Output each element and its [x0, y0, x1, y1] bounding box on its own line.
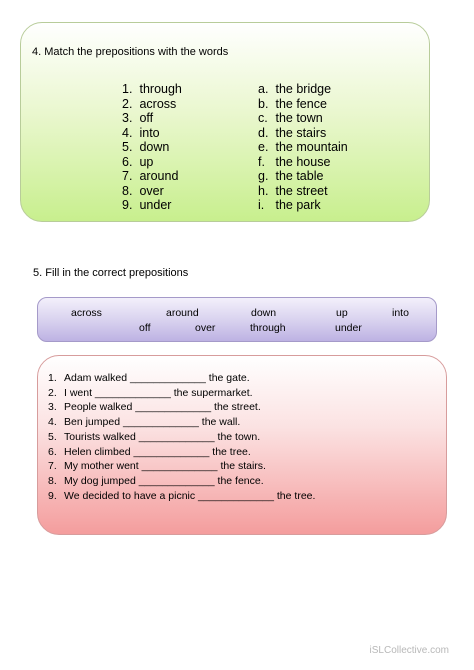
word-bank-around: around: [166, 307, 199, 319]
item-number: 1.: [122, 82, 133, 96]
preposition-item: [122, 126, 182, 141]
watermark: iSLCollective.com: [369, 645, 449, 656]
word-bank-up: up: [336, 307, 348, 319]
preposition-item: [122, 82, 182, 97]
item-letter: d.: [258, 125, 269, 140]
sentence-item: [48, 474, 315, 489]
sentence-item: [48, 415, 315, 430]
word-bank-box: [37, 297, 437, 342]
sentence-number: 3.: [48, 401, 57, 414]
item-text: across: [139, 96, 177, 111]
sentence-text: We decided to have a picnic _____________ the tree.: [64, 489, 316, 502]
words-list: [258, 82, 348, 213]
sentence-number: 4.: [48, 416, 57, 429]
item-letter: a.: [258, 82, 269, 96]
fill-in-exercise-box: [37, 355, 447, 535]
item-text: the town: [275, 111, 323, 125]
sentence-item: [48, 459, 315, 474]
item-text: under: [139, 198, 172, 212]
sentence-text: My mother went _____________ the stairs.: [64, 460, 266, 473]
item-text: up: [139, 154, 154, 169]
sentence-number: 1.: [48, 372, 57, 384]
word-item: [258, 184, 348, 199]
item-text: into: [139, 125, 160, 140]
item-number: 6.: [122, 154, 133, 169]
word-item: [258, 82, 348, 97]
word-item: [258, 155, 348, 170]
preposition-item: [122, 184, 182, 199]
item-letter: e.: [258, 140, 269, 154]
sentence-item: [48, 371, 315, 386]
exercise-4-title: 4. Match the prepositions with the words: [32, 46, 229, 58]
word-bank-into: into: [392, 307, 409, 319]
item-number: 4.: [122, 125, 133, 140]
item-text: the table: [275, 169, 324, 183]
item-number: 8.: [122, 183, 133, 198]
sentence-text: Tourists walked _____________ the town.: [64, 430, 261, 443]
item-text: over: [139, 183, 164, 198]
word-bank-over: over: [195, 322, 216, 334]
match-exercise-box: [20, 22, 430, 222]
sentences-list: [48, 371, 315, 503]
item-letter: f.: [258, 154, 265, 169]
sentence-number: 6.: [48, 445, 57, 458]
sentence-text: I went _____________ the supermarket.: [64, 386, 253, 399]
word-bank-under: under: [335, 322, 362, 334]
preposition-item: [122, 140, 182, 155]
item-text: off: [139, 111, 154, 125]
word-item: [258, 126, 348, 141]
preposition-item: [122, 198, 182, 213]
word-bank-off: off: [139, 322, 151, 334]
item-number: 7.: [122, 169, 133, 183]
word-item: [258, 198, 348, 213]
word-bank-through: through: [250, 322, 286, 334]
item-number: 3.: [122, 111, 133, 125]
item-text: through: [139, 82, 182, 96]
sentence-number: 9.: [48, 489, 57, 502]
preposition-item: [122, 111, 182, 126]
item-letter: g.: [258, 169, 269, 183]
item-text: the mountain: [275, 140, 348, 154]
sentence-item: [48, 445, 315, 460]
sentence-text: Ben jumped _____________ the wall.: [64, 416, 241, 429]
item-text: the park: [275, 198, 321, 212]
word-item: [258, 140, 348, 155]
sentence-item: [48, 386, 315, 401]
item-letter: h.: [258, 183, 269, 198]
item-text: the bridge: [275, 82, 332, 96]
sentence-item: [48, 400, 315, 415]
item-letter: b.: [258, 96, 269, 111]
sentence-number: 5.: [48, 430, 57, 443]
sentence-number: 7.: [48, 460, 57, 473]
prepositions-list: [122, 82, 182, 213]
item-number: 9.: [122, 198, 133, 212]
sentence-text: People walked _____________ the street.: [64, 401, 261, 414]
item-letter: i.: [258, 198, 265, 212]
item-number: 5.: [122, 140, 133, 154]
preposition-item: [122, 155, 182, 170]
item-text: the street: [275, 183, 328, 198]
sentence-item: [48, 430, 315, 445]
item-text: the house: [275, 154, 331, 169]
preposition-item: [122, 97, 182, 112]
item-text: the fence: [275, 96, 327, 111]
sentence-item: [48, 489, 315, 504]
item-letter: c.: [258, 111, 268, 125]
item-text: around: [139, 169, 179, 183]
word-item: [258, 97, 348, 112]
item-text: the stairs: [275, 125, 327, 140]
word-item: [258, 111, 348, 126]
preposition-item: [122, 169, 182, 184]
item-number: 2.: [122, 96, 133, 111]
word-item: [258, 169, 348, 184]
sentence-number: 2.: [48, 386, 57, 399]
sentence-text: Helen climbed _____________ the tree.: [64, 445, 251, 458]
sentence-number: 8.: [48, 474, 57, 487]
item-text: down: [139, 140, 170, 154]
sentence-text: My dog jumped _____________ the fence.: [64, 474, 264, 487]
exercise-5-title: 5. Fill in the correct prepositions: [33, 267, 189, 279]
sentence-text: Adam walked _____________ the gate.: [64, 372, 250, 384]
word-bank-across: across: [71, 307, 102, 319]
word-bank-down: down: [251, 307, 277, 319]
